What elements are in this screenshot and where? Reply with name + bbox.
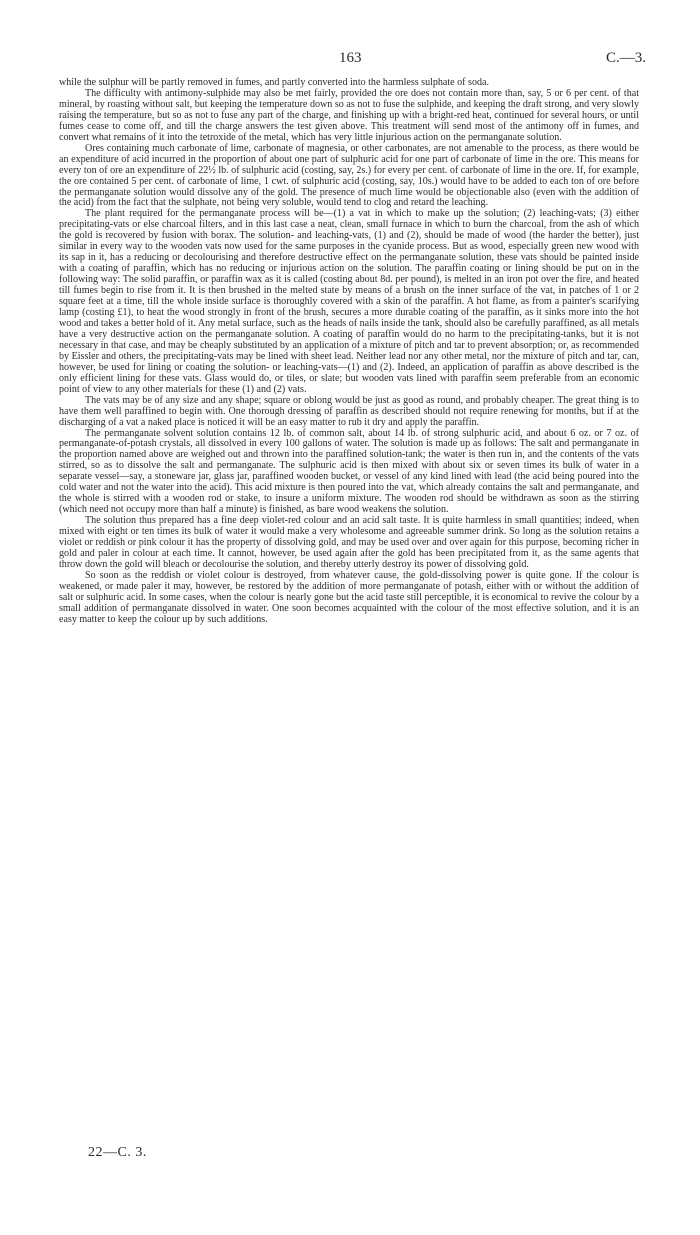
paragraph-colour: So soon as the reddish or violet colour is destroyed, from whatever cause, the gold-dissolving power is quite gone. If the colour is weakened, or made paler it may, however, be restored by the addition of more permanganate of potash, either with or without the addition of salt or sulphuric acid. In some cases, when the colour is nearly gone but the acid taste still perceptible, it is economical to revive the colour by a small addition of permanganate dissolved in water. One soon becomes acquainted with the colour of the most effective solution, and it is an easy matter to keep the colour up by such additions. (59, 569, 639, 625)
paragraph-solution-properties: The solution thus prepared has a fine deep violet-red colour and an acid salt taste. It is quite harmless in small quantities; indeed, when mixed with eight or ten times its bulk of water it would make a very wholesome and agreeable summer drink. So long as the solution retains a violet or reddish or pink colour it has the property of dissolving gold, and may be used over and over again for this purpose, becoming richer in gold and paler in colour at each time. It cannot, however, be used again after the gold has been precipitated from it, as the same agents that throw down the gold will bleach or decolourise the solution, and thereby utterly destroy its power of dissolving gold. (59, 515, 639, 570)
signature-mark: 22—C. 3. (88, 1145, 147, 1160)
page-header (0, 50, 700, 70)
paragraph-vats: The vats may be of any size and any shape; square or oblong would be just as good as round, and probably cheaper. The great thing is to have them well paraffined to begin with. One thorough dressing of paraffin as described should not require renewing for months, but if at the discharging of a vat a naked place is noticed it will be an easy matter to rub it dry and apply the paraffin. (59, 394, 639, 428)
document-reference: C.—3. (605, 50, 646, 66)
paragraph-solvent-solution: The permanganate solvent solution contains 12 lb. of common salt, about 14 lb. of strong sulphuric acid, and about 6 oz. or 7 oz. of permanganate-of-potash crystals, all dissolved in every 100 gallons of water. The solution is made up as follows: The salt and permanganate in the proportion named above are weighed out and thrown into the paraffined solution-tank; the water is then run in, and the contents of the vats stirred, so as to dissolve the salt and permanganate. The sulphuric acid is then mixed with about six or seven times its bulk of water in a separate vessel—say, a stoneware jar, glass jar, paraffined wooden bucket, or vessel of any kind lined with lead (the acid being poured into the cold water and not the water into the acid). This acid mixture is then poured into the vat, which already contains the salt and permanganate, and the whole is stirred with a wooden rod or stake, to insure a uniform mixture. The wooden rod should be withdrawn as soon as the stirring (which need not occupy more than half a minute) is finished, as bare wood weakens the solution. (59, 427, 639, 516)
paragraph-carbonates: Ores containing much carbonate of lime, carbonate of magnesia, or other carbonates, are not amenable to the process, as there would be an expenditure of acid incurred in the proportion of about one part of sulphuric acid for one part of carbonate of lime in the ore. This means for every ton of ore an expenditure of 22½ lb. of sulphuric acid (costing, say, 2s.) for every per cent. of carbonate of lime in the ore. If, for example, the ore contained 5 per cent. of carbonate of lime, 1 cwt. of sulphuric acid (costing, say, 10s.) would have to be added to each ton of ore before the permanganate solution would dissolve any of the gold. The presence of much lime would be objectionable also (even with the addition of the acid) from the fact that the sulphate, not being very soluble, would tend to clog and retard the leaching. (59, 142, 639, 209)
paragraph-antimony: The difficulty with antimony-sulphide may also be met fairly, provided the ore does not contain more than, say, 5 or 6 per cent. of that mineral, by roasting without salt, but keeping the temperature down so as not to fuse the sulphide, and keeping the draft strong, and very slowly raising the temperature, but so as not to fuse any part of the charge, and finishing up with a bright-red heat, continued for several hours, or until fumes cease to come off, and till the charge answers the test given above. This treatment will send most of the antimony off in fumes, and convert what remains of it into the tetroxide of the metal, which has very little injurious action on the permanganate solution. (59, 87, 639, 143)
paragraph-plant: The plant required for the permanganate process will be—(1) a vat in which to make up the solution; (2) leaching-vats; (3) either precipitating-vats or else charcoal filters, and in this last case a neat, clean, small furnace in which to burn the charcoal, from the ash of which the gold is recovered by fusion with borax. The solution- and leaching-vats, (1) and (2), should be made of wood (the harder the better), just similar in every way to the wooden vats now used for the same purposes in the cyanide process. But as wood, especially green new wood with its sap in it, has a reducing or decolourising and therefore destructive effect on the permanganate solution, these vats should be painted inside with a coating of paraffin, which has no reducing or injurious action on the solution. The paraffin coating or lining should be put on in the following way: The solid paraffin, or paraffin wax as it is called (costing about 8d. per pound), is melted in an iron pot over the fire, and heated till fumes begin to rise from it. It is then brushed in the melted state by means of a brush on the inner surface of the vat, in patches of 1 or 2 square feet at a time, till the whole inside surface is thoroughly covered with a skin of the paraffin. A hot flame, as from a painter's scarifying lamp (costing £1), to heat the wood strongly in front of the brush, secures a more durable coating of the paraffin, as it sinks more into the hot wood and takes a better hold of it. Any metal surface, such as the heads of nails inside the tank, should also be carefully paraffined, as all metals have a very destructive action on the permanganate solution. A coating of paraffin would do no harm to the precipitating-tanks, but it is not necessary in that case, and may be cheaply substituted by an application of a mixture of pitch and tar to prevent absorption; or, as recommended by Eissler and others, the precipitating-vats may be lined with sheet lead. Neither lead nor any other metal, nor the mixture of pitch and tar, can, however, be used for lining or coating the solution- or leaching-vats—(1) and (2). Indeed, an application of paraffin as above described is the only efficient lining for these vats. Glass would do, or tiles, or slate; but wooden vats lined with paraffin seem preferable from an economic point of view to any other materials for these (1) and (2) vats. (59, 208, 639, 395)
page-number: 163 (339, 50, 362, 66)
body-text (59, 78, 639, 626)
paragraph-continuation: while the sulphur will be partly removed in fumes, and partly converted into the harmless sulphate of soda. (59, 77, 489, 88)
